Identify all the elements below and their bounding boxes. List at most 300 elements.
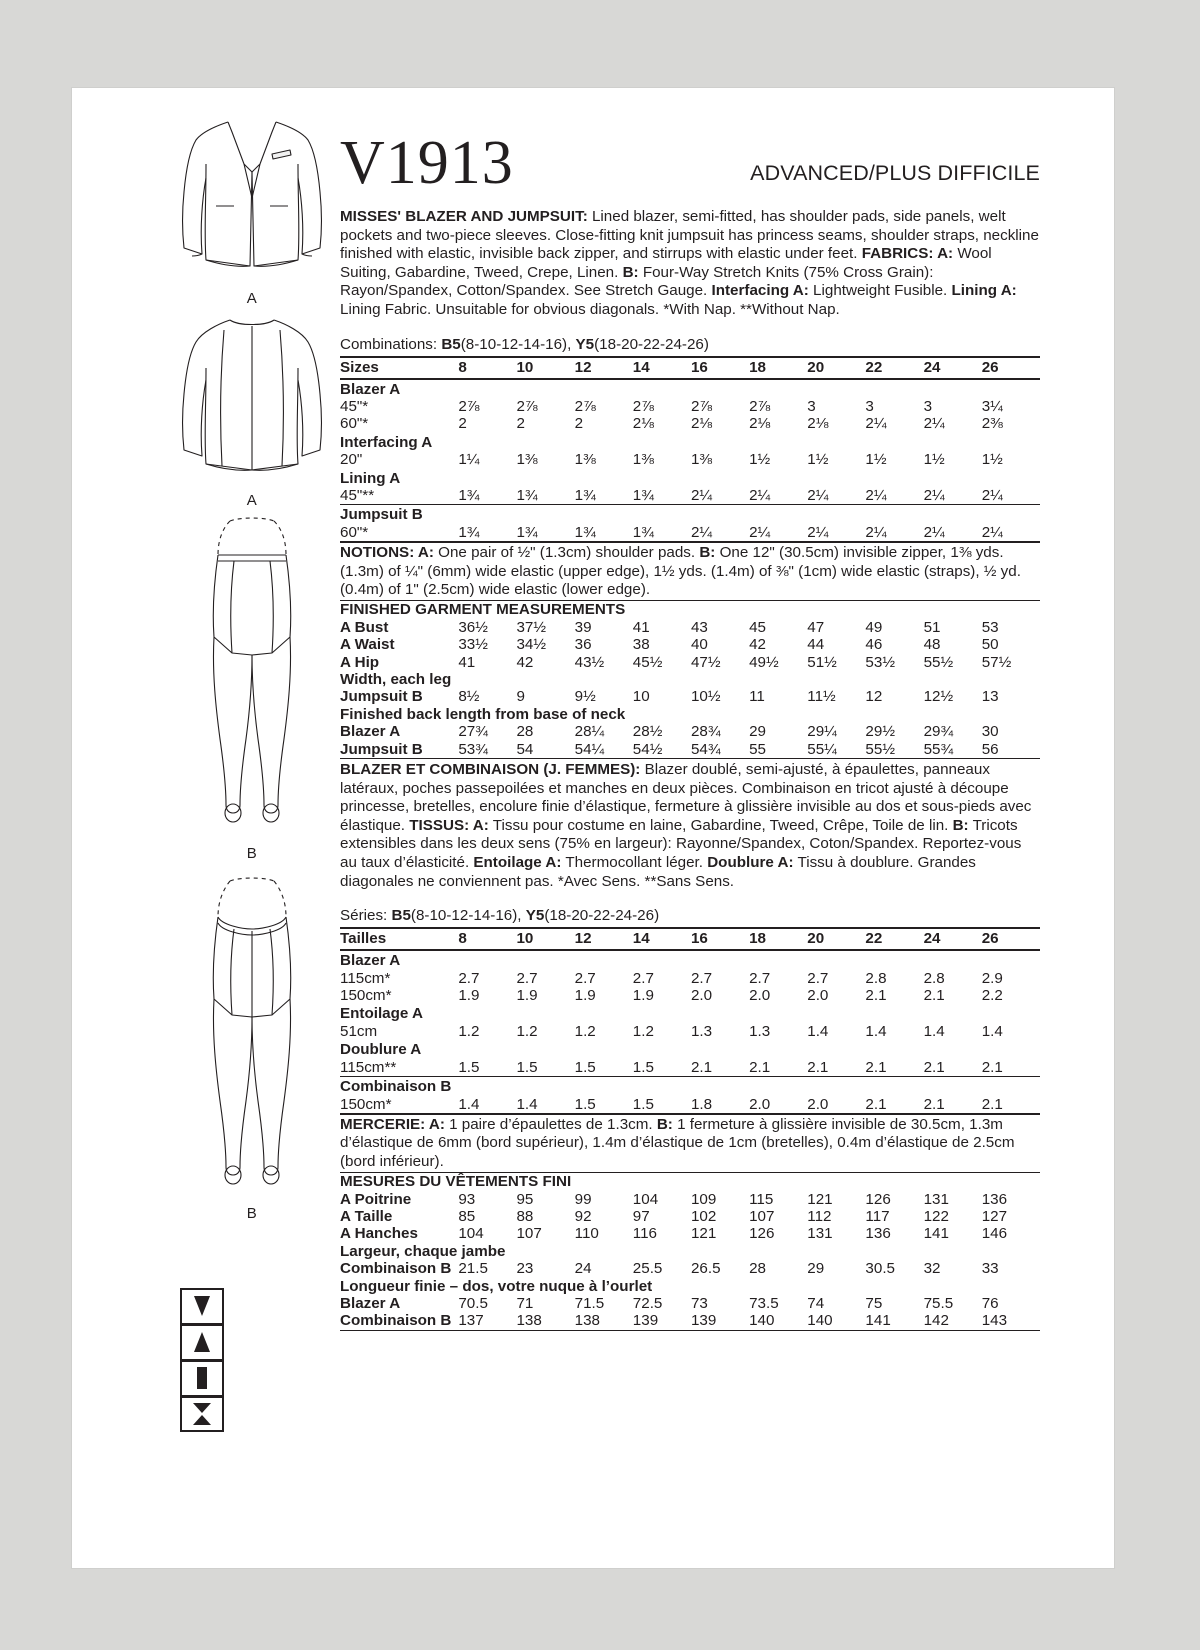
row-value: 54¼ <box>575 741 633 759</box>
size-header: 18 <box>749 928 807 950</box>
row-value: 11 <box>749 688 765 706</box>
fabrics-b-en: Four-Way Stretch Knits (75% Cross Grain): Rayon/Spandex, Cotton/Spandex. See Stretch Gauge. <box>340 263 934 300</box>
size-header: 10 <box>516 928 574 950</box>
row-value: 43 <box>690 618 708 636</box>
row-value: 2⅛ <box>749 415 771 433</box>
row-value: 37½ <box>516 618 547 636</box>
illustration-label: A <box>246 290 258 307</box>
row-value: 2.0 <box>807 987 829 1005</box>
row-value: 2.0 <box>690 987 713 1005</box>
blazer-front-drawing <box>172 108 332 288</box>
lining-label-en: Lining A: <box>951 282 1017 300</box>
row-value: 39 <box>574 618 592 636</box>
fabric-symbol-key <box>180 1288 224 1432</box>
row-value: 2⅞ <box>458 397 480 415</box>
lining-en: Lining Fabric. Unsuitable for obvious diagonals. *With Nap. **Without Nap. <box>340 300 840 318</box>
row-value: 1¼ <box>458 451 480 469</box>
size-header: 14 <box>633 928 691 950</box>
illustration-blazer-back <box>147 308 357 513</box>
row-value: 2⅞ <box>574 397 596 415</box>
row-value: 51½ <box>807 653 837 671</box>
description-french <box>340 761 1040 891</box>
row-value: 42 <box>516 653 534 671</box>
nap-down-symbol-icon <box>180 1288 224 1324</box>
row-value: 112 <box>807 1207 832 1225</box>
illustration-label: A <box>246 492 258 509</box>
row-value: 28 <box>749 1260 767 1278</box>
row-value: 2⅞ <box>690 397 713 415</box>
nap-up-symbol-icon <box>180 1324 224 1360</box>
row-value: 49½ <box>749 653 779 671</box>
row-value: 33 <box>981 1260 999 1278</box>
tissus-b-label-fr: B: <box>952 816 969 834</box>
row-value: 146 <box>981 1225 1008 1243</box>
row-value: 107 <box>516 1225 542 1243</box>
row-value: 53 <box>981 618 999 636</box>
row-value: 1.4 <box>981 1022 1003 1040</box>
row-value: 2.1 <box>807 1058 829 1076</box>
row-value: 2¼ <box>749 487 771 504</box>
notions-label-en: NOTIONS: A: <box>340 544 434 562</box>
row-value: 1½ <box>807 451 829 469</box>
combination-y5-sizes-en: (18-20-22-24-26) <box>594 335 709 353</box>
row-value: 38 <box>632 636 650 654</box>
size-header: 12 <box>575 928 633 950</box>
section-subheading: Doublure A <box>340 1041 422 1059</box>
row-value: 2.1 <box>865 987 887 1005</box>
row-value: 1.4 <box>807 1022 829 1040</box>
row-value: 139 <box>691 1312 749 1330</box>
row-value: 1.4 <box>516 1096 574 1114</box>
row-value: 2.1 <box>865 1058 887 1076</box>
row-label: Combinaison B <box>340 1260 452 1278</box>
combination-b5-sizes-fr: (8-10-12-14-16), <box>410 907 526 925</box>
row-label: 45"* <box>340 397 369 415</box>
row-value: 126 <box>749 1225 775 1243</box>
row-value: 110 <box>574 1225 599 1243</box>
section-subheading: Entoilage A <box>340 1005 423 1023</box>
row-value: 142 <box>924 1312 982 1330</box>
row-value: 28½ <box>632 723 663 741</box>
row-value: 42 <box>749 636 767 654</box>
row-value: 126 <box>865 1190 891 1208</box>
size-header: 16 <box>691 928 749 950</box>
row-value: 1.8 <box>691 1096 749 1114</box>
fabrics-b-label-en: B: <box>622 263 639 281</box>
row-value: 2.7 <box>574 969 596 987</box>
description-title-fr: BLAZER ET COMBINAISON (J. FEMMES): <box>340 761 641 779</box>
notions-b-label-en: B: <box>699 544 716 562</box>
row-value: 2.9 <box>981 969 1003 987</box>
row-value: 1.2 <box>632 1022 654 1040</box>
row-value: 1½ <box>923 451 945 469</box>
row-label: Blazer A <box>340 723 401 741</box>
section-subheading: Finished back length from base of neck <box>340 705 626 723</box>
row-value: 1.9 <box>516 987 538 1005</box>
row-value: 117 <box>865 1207 890 1225</box>
size-header: 12 <box>575 357 633 379</box>
row-value: 140 <box>807 1312 865 1330</box>
size-header: 10 <box>516 357 574 379</box>
row-value: 127 <box>981 1207 1008 1225</box>
row-value: 109 <box>690 1190 717 1208</box>
row-value: 25.5 <box>632 1260 663 1278</box>
interfacing-label-en: Interfacing A: <box>711 282 809 300</box>
row-value: 1½ <box>981 451 1003 469</box>
row-value: 3 <box>865 397 874 415</box>
description-english <box>340 208 1040 320</box>
row-value: 131 <box>923 1190 949 1208</box>
row-value: 28¾ <box>690 723 721 741</box>
row-value: 138 <box>575 1312 633 1330</box>
row-value: 2.7 <box>632 969 654 987</box>
row-value: 48 <box>923 636 941 654</box>
row-value: 2.1 <box>981 1058 1003 1076</box>
row-value: 54¾ <box>691 741 749 759</box>
row-label: A Waist <box>340 636 395 654</box>
row-value: 12 <box>865 688 883 706</box>
row-value: 41 <box>458 653 476 671</box>
row-value: 1⅜ <box>516 451 538 469</box>
row-value: 95 <box>516 1190 534 1208</box>
row-label: 51cm <box>340 1022 378 1040</box>
row-value: 24 <box>574 1260 592 1278</box>
illustration-label: B <box>246 845 258 862</box>
row-label: 60"* <box>340 524 458 542</box>
combination-y5-en: Y5 <box>575 335 595 353</box>
row-value: 1.5 <box>633 1096 691 1114</box>
row-value: 45 <box>749 618 767 636</box>
row-value: 9 <box>516 688 525 706</box>
row-value: 73 <box>690 1294 708 1312</box>
row-value: 76 <box>981 1294 999 1312</box>
sizes-header-label: Sizes <box>340 357 458 379</box>
row-value: 70.5 <box>458 1294 488 1312</box>
combinations-english <box>340 336 1040 356</box>
row-value: 8½ <box>458 688 480 706</box>
size-header: 26 <box>982 928 1040 950</box>
row-value: 3 <box>923 397 933 415</box>
row-value: 2.0 <box>749 1096 807 1114</box>
jumpsuit-back-drawing <box>172 873 332 1203</box>
row-value: 2.7 <box>458 969 480 987</box>
row-value: 2¼ <box>691 524 749 542</box>
row-value: 2¼ <box>982 524 1040 542</box>
difficulty-label: ADVANCED/PLUS DIFFICILE <box>750 161 1040 185</box>
row-value: 2.2 <box>981 987 1003 1005</box>
row-value: 2⅜ <box>981 415 1003 433</box>
blazer-back-drawing <box>172 308 332 490</box>
section-subheading: Interfacing A <box>340 433 433 451</box>
section-subheading: Blazer A <box>340 952 401 970</box>
row-value: 54½ <box>633 741 691 759</box>
row-value: 2⅛ <box>632 415 654 433</box>
row-label: 115cm** <box>340 1058 397 1076</box>
row-value: 2¼ <box>981 487 1003 504</box>
row-value: 2⅞ <box>632 397 654 415</box>
row-value: 45½ <box>632 653 663 671</box>
content-column <box>340 118 1040 1331</box>
row-value: 1.5 <box>574 1058 596 1076</box>
notions-label-fr: MERCERIE: A: <box>340 1115 445 1133</box>
row-value: 1.2 <box>516 1022 538 1040</box>
row-value: 2.1 <box>982 1096 1040 1114</box>
row-value: 41 <box>632 618 650 636</box>
row-value: 104 <box>458 1225 484 1243</box>
row-value: 49 <box>865 618 883 636</box>
illustration-column <box>147 108 357 1548</box>
row-value: 32 <box>923 1260 941 1278</box>
row-value: 2.7 <box>690 969 713 987</box>
row-value: 138 <box>516 1312 574 1330</box>
row-value: 36½ <box>458 618 488 636</box>
row-value: 12½ <box>923 688 954 706</box>
row-value: 44 <box>807 636 825 654</box>
notions-a-fr: 1 paire d’épaulettes de 1.3cm. <box>444 1115 657 1133</box>
row-value: 2⅞ <box>749 397 771 415</box>
row-value: 28 <box>516 723 534 741</box>
size-header: 24 <box>924 928 982 950</box>
row-value: 21.5 <box>458 1260 488 1278</box>
row-label: Jumpsuit B <box>340 688 423 706</box>
row-label: 115cm* <box>340 969 391 987</box>
illustration-jumpsuit-back <box>147 873 357 1233</box>
row-value: 51 <box>923 618 941 636</box>
doublure-fr: Tissu à doublure. Grandes diagonales ne conviennent pas. *Avec Sens. **Sans Sens. <box>340 854 976 890</box>
fabrics-label-en: FABRICS: A: <box>861 245 954 263</box>
row-value: 47 <box>807 618 825 636</box>
row-label: Blazer A <box>340 1294 401 1312</box>
row-value: 2⅞ <box>516 397 538 415</box>
row-value: 2.8 <box>923 969 945 987</box>
row-value: 1.5 <box>516 1058 538 1076</box>
row-value: 3 <box>807 397 816 415</box>
row-value: 140 <box>749 1312 807 1330</box>
illustration-jumpsuit-front <box>147 513 357 873</box>
row-value: 2¼ <box>924 524 982 542</box>
row-value: 1⅜ <box>574 451 596 469</box>
row-value: 2¼ <box>865 524 923 542</box>
notions-a-en: One pair of ½" (1.3cm) shoulder pads. <box>433 544 700 562</box>
row-value: 23 <box>516 1260 534 1278</box>
row-value: 55½ <box>865 741 923 759</box>
row-value: 131 <box>807 1225 833 1243</box>
row-value: 2¼ <box>865 415 887 433</box>
sizes-header-label: Tailles <box>340 928 458 950</box>
size-header: 26 <box>982 357 1040 379</box>
pattern-number: V1913 <box>340 129 514 197</box>
row-value: 2.1 <box>923 1058 945 1076</box>
row-label: A Poitrine <box>340 1190 412 1208</box>
tissus-b-fr: Tricots extensibles dans les deux sens (75% en largeur): Rayonne/Spandex, Coton/Spandex. Reportez-vous au taux d’élasticité. <box>340 816 1022 872</box>
row-value: 9½ <box>574 688 596 706</box>
solid-bar-symbol-icon <box>180 1360 224 1396</box>
entoilage-fr: Thermocollant léger. <box>561 854 708 872</box>
row-value: 10 <box>632 688 650 706</box>
row-value: 29 <box>807 1260 825 1278</box>
row-value: 121 <box>690 1225 717 1243</box>
row-label: 45"** <box>340 487 375 504</box>
section-subheading: Width, each leg <box>340 671 452 689</box>
row-value: 27¾ <box>458 723 488 741</box>
row-value: 2¼ <box>923 487 945 504</box>
row-value: 141 <box>865 1312 923 1330</box>
row-value: 2.7 <box>749 969 771 987</box>
row-value: 73.5 <box>749 1294 779 1312</box>
row-value: 1¾ <box>458 524 516 542</box>
row-value: 1⅜ <box>632 451 654 469</box>
row-value: 1.3 <box>749 1022 771 1040</box>
row-value: 2 <box>574 415 584 433</box>
row-value: 1.2 <box>574 1022 596 1040</box>
row-value: 1⅜ <box>690 451 713 469</box>
row-value: 55¼ <box>807 741 865 759</box>
row-value: 102 <box>690 1207 717 1225</box>
row-value: 43½ <box>574 653 605 671</box>
size-header: 22 <box>865 928 923 950</box>
row-value: 2¼ <box>807 524 865 542</box>
row-value: 30 <box>981 723 999 741</box>
row-value: 75 <box>865 1294 883 1312</box>
row-value: 2.1 <box>690 1058 713 1076</box>
row-value: 57½ <box>981 653 1012 671</box>
row-value: 139 <box>633 1312 691 1330</box>
jumpsuit-front-drawing <box>172 513 332 843</box>
row-value: 3¼ <box>981 397 1003 415</box>
row-value: 1.9 <box>458 987 480 1005</box>
row-value: 47½ <box>690 653 721 671</box>
row-value: 2¼ <box>690 487 713 504</box>
row-value: 71 <box>516 1294 534 1312</box>
row-value: 75.5 <box>923 1294 954 1312</box>
section-subheading: FINISHED GARMENT MEASUREMENTS <box>340 601 626 619</box>
size-header: 16 <box>691 357 749 379</box>
row-label: A Taille <box>340 1207 393 1225</box>
header-row <box>340 118 1040 197</box>
row-value: 136 <box>981 1190 1008 1208</box>
row-value: 1.9 <box>632 987 654 1005</box>
row-value: 1.5 <box>632 1058 654 1076</box>
hourglass-symbol-icon <box>180 1396 224 1432</box>
row-value: 2 <box>516 415 525 433</box>
notions-b-fr: 1 fermeture à glissière invisible de 30.5cm, 1.3m d’élastique de 6mm (bord supérieur), 1.4m d’élastique de 1cm (bretelles), 0.4m d’élastique de 2.5cm (bord inférieur). <box>340 1115 1015 1170</box>
finished-measurements-english <box>340 601 1040 759</box>
row-value: 136 <box>865 1225 891 1243</box>
row-label: 150cm* <box>340 1096 458 1114</box>
section-subheading: Blazer A <box>340 380 401 398</box>
row-value: 72.5 <box>632 1294 663 1312</box>
row-value: 2.1 <box>924 1096 982 1114</box>
size-header: 20 <box>807 928 865 950</box>
section-subheading: Longueur finie – dos, votre nuque à l’ourlet <box>340 1277 653 1295</box>
row-value: 11½ <box>807 688 836 706</box>
row-value: 1¾ <box>633 524 691 542</box>
pattern-envelope-back <box>72 88 1114 1568</box>
row-value: 2.7 <box>516 969 538 987</box>
row-value: 29¾ <box>923 723 954 741</box>
size-header: 24 <box>924 357 982 379</box>
row-value: 26.5 <box>690 1260 721 1278</box>
row-value: 2⅛ <box>690 415 713 433</box>
combinations-french <box>340 907 1040 927</box>
row-value: 1½ <box>865 451 887 469</box>
row-value: 137 <box>458 1312 516 1330</box>
row-value: 1¾ <box>574 487 596 504</box>
row-value: 141 <box>923 1225 949 1243</box>
row-value: 29 <box>749 723 767 741</box>
row-value: 107 <box>749 1207 775 1225</box>
row-value: 50 <box>981 636 999 654</box>
size-header: 14 <box>633 357 691 379</box>
row-value: 2¼ <box>923 415 945 433</box>
row-value: 1.9 <box>574 987 596 1005</box>
row-value: 40 <box>690 636 708 654</box>
size-header: 20 <box>807 357 865 379</box>
row-value: 1.5 <box>458 1058 480 1076</box>
finished-measurements-french <box>340 1173 1040 1331</box>
combination-b5-sizes-en: (8-10-12-14-16), <box>460 335 576 353</box>
row-value: 1¾ <box>458 487 480 504</box>
row-value: 121 <box>807 1190 833 1208</box>
row-value: 2.1 <box>749 1058 771 1076</box>
row-value: 1¾ <box>516 487 538 504</box>
row-value: 10½ <box>690 688 721 706</box>
row-value: 55½ <box>923 653 954 671</box>
row-value: 1¾ <box>516 524 574 542</box>
row-label: Combinaison B <box>340 1312 458 1330</box>
combination-y5-sizes-fr: (18-20-22-24-26) <box>544 907 660 925</box>
row-value: 74 <box>807 1294 825 1312</box>
section-subheading: Combinaison B <box>340 1077 1040 1096</box>
row-value: 30.5 <box>865 1260 895 1278</box>
row-value: 1¾ <box>575 524 633 542</box>
interfacing-en: Lightweight Fusible. <box>808 282 952 300</box>
row-value: 71.5 <box>574 1294 605 1312</box>
row-value: 2¼ <box>865 487 887 504</box>
row-value: 1.3 <box>690 1022 713 1040</box>
row-value: 28¼ <box>574 723 605 741</box>
row-label: A Hip <box>340 653 380 671</box>
row-value: 2⅛ <box>807 415 829 433</box>
section-subheading: Lining A <box>340 469 401 487</box>
row-label: 60"* <box>340 415 369 433</box>
row-value: 116 <box>632 1225 658 1243</box>
description-body-en: Lined blazer, semi-fitted, has shoulder pads, side panels, welt pockets and two-piece sleeves. Close-fitting knit jumpsuit has princess seams, shoulder straps, neckline finished with elastic, invisible back zipper, and stirrups with elastic under feet. <box>340 208 1039 263</box>
row-value: 33½ <box>458 636 488 654</box>
row-value: 29½ <box>865 723 895 741</box>
row-value: 88 <box>516 1207 534 1225</box>
row-value: 1.5 <box>575 1096 633 1114</box>
row-value: 46 <box>865 636 883 654</box>
row-value: 92 <box>574 1207 592 1225</box>
row-label: 20" <box>340 451 363 469</box>
combination-b5-fr: B5 <box>391 907 411 925</box>
row-value: 56 <box>982 741 1040 759</box>
notions-b-label-fr: B: <box>656 1115 673 1133</box>
combinations-prefix-fr: Séries: <box>340 907 392 925</box>
row-value: 143 <box>982 1312 1040 1330</box>
row-value: 85 <box>458 1207 476 1225</box>
tissus-a-fr: Tissu pour costume en laine, Gabardine, Tweed, Crêpe, Toile de lin. <box>488 816 953 834</box>
combination-b5-en: B5 <box>441 335 461 353</box>
row-value: 122 <box>923 1207 949 1225</box>
row-label: 150cm* <box>340 987 392 1005</box>
row-value: 93 <box>458 1190 476 1208</box>
illustration-label: B <box>246 1205 258 1222</box>
row-value: 1.4 <box>923 1022 945 1040</box>
row-value: 55¾ <box>924 741 982 759</box>
row-value: 97 <box>632 1207 650 1225</box>
